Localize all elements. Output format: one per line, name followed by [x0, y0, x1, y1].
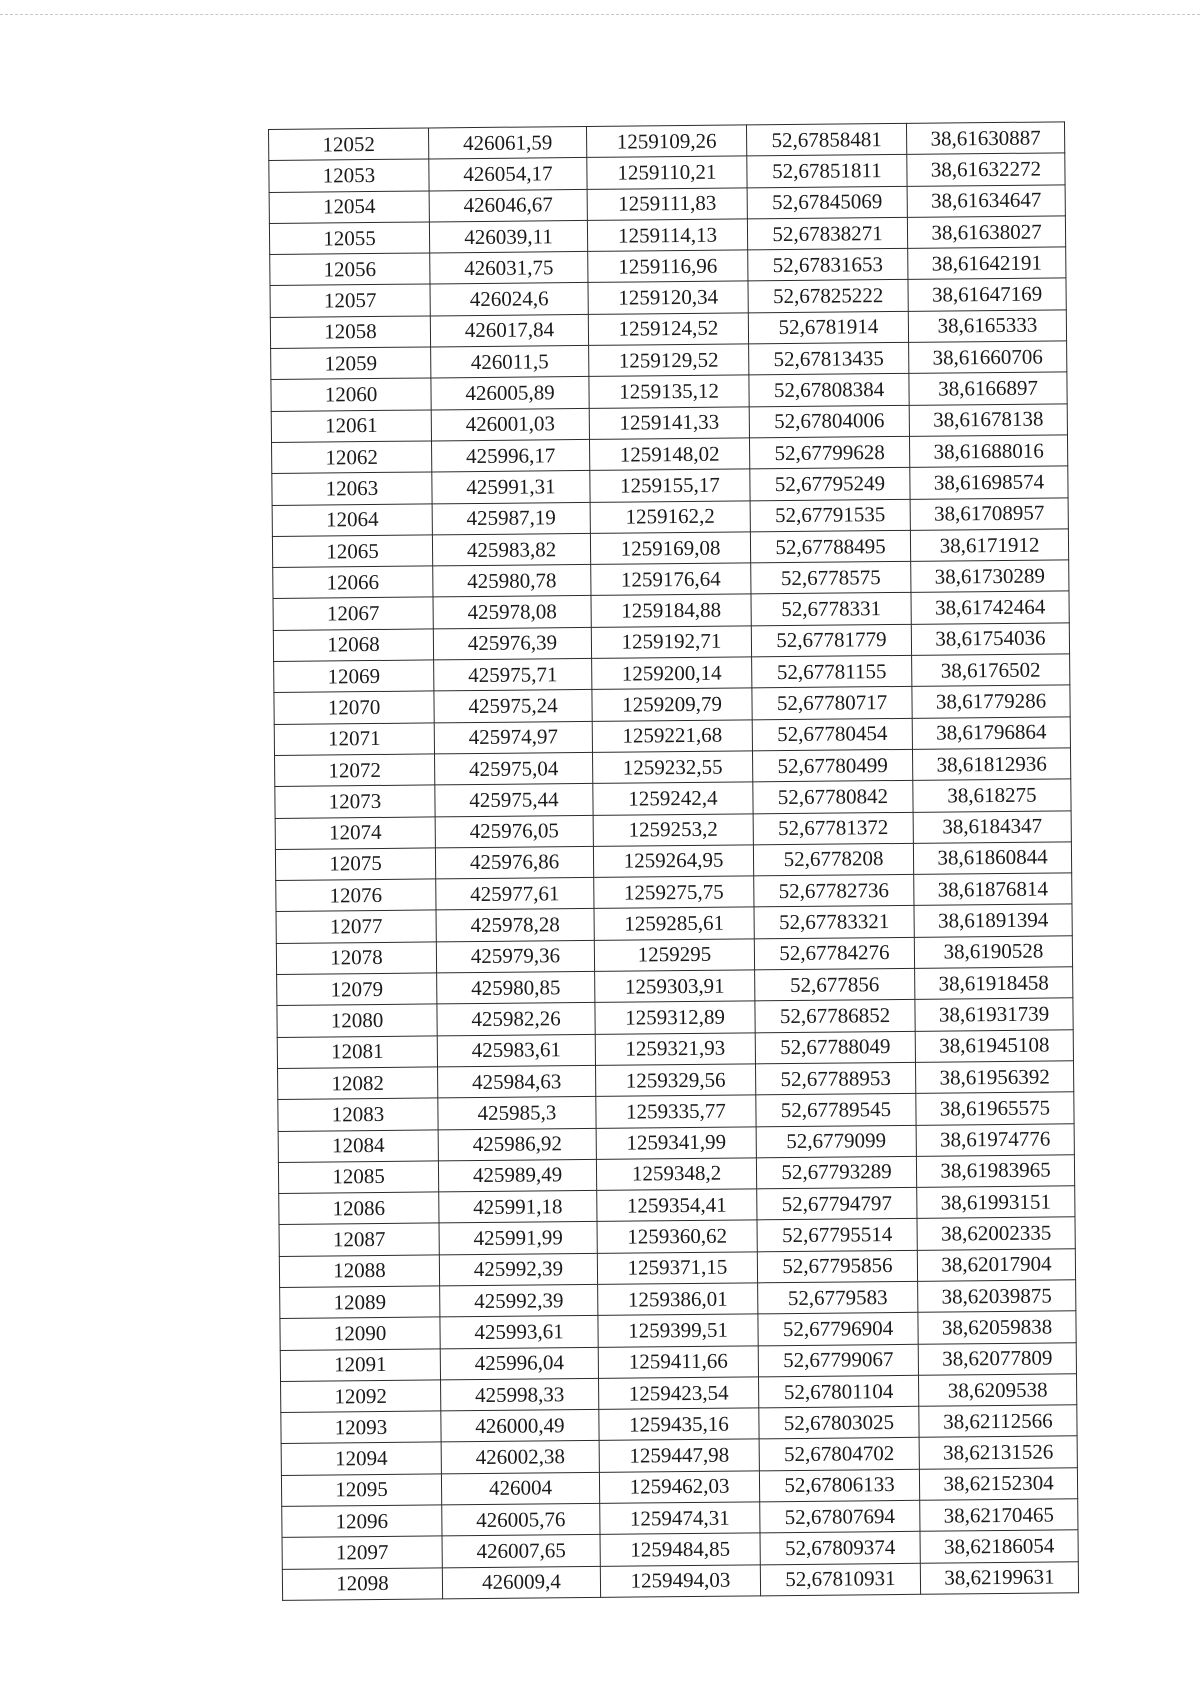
- latitude-cell: 52,67795856: [757, 1250, 917, 1283]
- latitude-cell: 52,67780717: [752, 687, 912, 720]
- longitude-cell: 38,61891394: [914, 904, 1072, 937]
- latitude-cell: 52,67851811: [747, 155, 907, 188]
- point-number-cell: 12052: [269, 128, 429, 161]
- longitude-cell: 38,61678138: [909, 404, 1067, 437]
- coordinates-table: [268, 121, 1079, 1601]
- latitude-cell: 52,67780454: [752, 718, 912, 751]
- longitude-cell: 38,61708957: [910, 497, 1068, 530]
- longitude-cell: 38,62186054: [920, 1530, 1078, 1563]
- point-number-cell: 12077: [276, 910, 436, 943]
- coord-y-cell: 1259348,2: [596, 1158, 756, 1191]
- latitude-cell: 52,67808384: [749, 374, 909, 407]
- point-number-cell: 12071: [274, 723, 434, 756]
- point-number-cell: 12068: [273, 629, 433, 662]
- coord-x-cell: 425996,04: [440, 1347, 598, 1380]
- coord-x-cell: 425983,82: [432, 533, 590, 566]
- longitude-cell: 38,61630887: [906, 122, 1064, 155]
- point-number-cell: 12086: [279, 1192, 439, 1225]
- longitude-cell: 38,61918458: [915, 967, 1073, 1000]
- coord-x-cell: 425976,86: [435, 846, 593, 879]
- coord-x-cell: 425987,19: [432, 502, 590, 535]
- latitude-cell: 52,67799628: [749, 436, 909, 469]
- coord-y-cell: 1259209,79: [592, 688, 752, 721]
- longitude-cell: 38,61632272: [907, 153, 1065, 186]
- coord-x-cell: 425992,39: [440, 1284, 598, 1317]
- latitude-cell: 52,67803025: [759, 1406, 919, 1439]
- longitude-cell: 38,6165333: [908, 310, 1066, 343]
- coord-y-cell: 1259484,85: [600, 1533, 760, 1566]
- point-number-cell: 12075: [275, 848, 435, 881]
- coord-y-cell: 1259285,61: [594, 907, 754, 940]
- coord-x-cell: 426017,84: [430, 314, 588, 347]
- coord-x-cell: 426005,89: [431, 377, 589, 410]
- latitude-cell: 52,6779583: [758, 1281, 918, 1314]
- coord-x-cell: 425983,61: [437, 1034, 595, 1067]
- point-number-cell: 12055: [269, 222, 429, 255]
- point-number-cell: 12067: [273, 597, 433, 630]
- coord-x-cell: 426061,59: [428, 126, 586, 159]
- point-number-cell: 12080: [277, 1004, 437, 1037]
- longitude-cell: 38,61730289: [911, 560, 1069, 593]
- latitude-cell: 52,67783321: [754, 906, 914, 939]
- longitude-cell: 38,62077809: [918, 1342, 1076, 1375]
- longitude-cell: 38,6184347: [913, 810, 1071, 843]
- latitude-cell: 52,67780499: [752, 749, 912, 782]
- latitude-cell: 52,67789545: [756, 1094, 916, 1127]
- coord-y-cell: 1259148,02: [589, 438, 749, 471]
- point-number-cell: 12083: [278, 1098, 438, 1131]
- latitude-cell: 52,67809374: [760, 1532, 920, 1565]
- coord-y-cell: 1259200,14: [592, 657, 752, 690]
- longitude-cell: 38,62112566: [919, 1405, 1077, 1438]
- point-number-cell: 12085: [278, 1161, 438, 1194]
- coord-y-cell: 1259303,91: [595, 970, 755, 1003]
- latitude-cell: 52,67799067: [758, 1344, 918, 1377]
- longitude-cell: 38,61983965: [916, 1155, 1074, 1188]
- coord-x-cell: 425991,18: [439, 1190, 597, 1223]
- point-number-cell: 12098: [282, 1568, 442, 1601]
- point-number-cell: 12087: [279, 1223, 439, 1256]
- point-number-cell: 12070: [274, 691, 434, 724]
- latitude-cell: 52,67791535: [750, 499, 910, 532]
- latitude-cell: 52,67782736: [754, 874, 914, 907]
- point-number-cell: 12056: [270, 253, 430, 286]
- latitude-cell: 52,67788049: [755, 1031, 915, 1064]
- point-number-cell: 12088: [279, 1255, 439, 1288]
- coord-y-cell: 1259221,68: [592, 720, 752, 753]
- latitude-cell: 52,677856: [755, 968, 915, 1001]
- point-number-cell: 12095: [281, 1474, 441, 1507]
- coord-x-cell: 426031,75: [430, 252, 588, 285]
- longitude-cell: 38,61642191: [908, 247, 1066, 280]
- coord-y-cell: 1259435,16: [599, 1408, 759, 1441]
- coord-x-cell: 426005,76: [442, 1503, 600, 1536]
- coord-y-cell: 1259264,95: [593, 845, 753, 878]
- longitude-cell: 38,61876814: [914, 873, 1072, 906]
- point-number-cell: 12066: [273, 566, 433, 599]
- longitude-cell: 38,61931739: [915, 998, 1073, 1031]
- point-number-cell: 12091: [280, 1348, 440, 1381]
- coord-y-cell: 1259371,15: [597, 1252, 757, 1285]
- coord-x-cell: 426011,5: [431, 346, 589, 379]
- coord-x-cell: 426002,38: [441, 1441, 599, 1474]
- longitude-cell: 38,61974776: [916, 1123, 1074, 1156]
- longitude-cell: 38,6190528: [914, 936, 1072, 969]
- point-number-cell: 12090: [280, 1317, 440, 1350]
- longitude-cell: 38,61698574: [910, 466, 1068, 499]
- point-number-cell: 12076: [276, 879, 436, 912]
- point-number-cell: 12072: [275, 754, 435, 787]
- coord-y-cell: 1259141,33: [589, 407, 749, 440]
- coord-y-cell: 1259321,93: [595, 1032, 755, 1065]
- latitude-cell: 52,67804006: [749, 405, 909, 438]
- coord-y-cell: 1259335,77: [596, 1095, 756, 1128]
- longitude-cell: 38,61742464: [911, 591, 1069, 624]
- coord-x-cell: 425998,33: [441, 1378, 599, 1411]
- longitude-cell: 38,61812936: [912, 748, 1070, 781]
- coord-x-cell: 426001,03: [431, 408, 589, 441]
- coord-x-cell: 425993,61: [440, 1316, 598, 1349]
- coord-y-cell: 1259111,83: [587, 187, 747, 220]
- point-number-cell: 12065: [272, 535, 432, 568]
- point-number-cell: 12094: [281, 1442, 441, 1475]
- coord-x-cell: 426007,65: [442, 1535, 600, 1568]
- latitude-cell: 52,67784276: [754, 937, 914, 970]
- latitude-cell: 52,67838271: [747, 217, 907, 250]
- latitude-cell: 52,6781914: [748, 311, 908, 344]
- point-number-cell: 12054: [269, 191, 429, 224]
- coord-x-cell: 425980,85: [437, 971, 595, 1004]
- coord-x-cell: 425984,63: [438, 1065, 596, 1098]
- coord-x-cell: 425979,36: [436, 940, 594, 973]
- point-number-cell: 12063: [272, 472, 432, 505]
- longitude-cell: 38,61956392: [915, 1061, 1073, 1094]
- longitude-cell: 38,61638027: [907, 216, 1065, 249]
- coord-y-cell: 1259411,66: [598, 1345, 758, 1378]
- longitude-cell: 38,62059838: [918, 1311, 1076, 1344]
- coord-x-cell: 425985,3: [438, 1097, 596, 1130]
- coord-x-cell: 425974,97: [434, 721, 592, 754]
- coord-y-cell: 1259162,2: [590, 500, 750, 533]
- point-number-cell: 12089: [280, 1286, 440, 1319]
- coord-y-cell: 1259155,17: [590, 469, 750, 502]
- latitude-cell: 52,67825222: [748, 280, 908, 313]
- latitude-cell: 52,6778208: [753, 843, 913, 876]
- coord-y-cell: 1259232,55: [592, 751, 752, 784]
- latitude-cell: 52,67788495: [750, 530, 910, 563]
- latitude-cell: 52,67810931: [760, 1563, 920, 1596]
- coord-y-cell: 1259295: [594, 939, 754, 972]
- longitude-cell: 38,61660706: [909, 341, 1067, 374]
- coord-x-cell: 425975,44: [435, 784, 593, 817]
- point-number-cell: 12059: [271, 347, 431, 380]
- longitude-cell: 38,62017904: [917, 1248, 1075, 1281]
- coordinates-table-body: [269, 122, 1079, 1601]
- latitude-cell: 52,67858481: [746, 123, 906, 156]
- latitude-cell: 52,67781155: [752, 655, 912, 688]
- point-number-cell: 12074: [275, 816, 435, 849]
- coord-x-cell: 426024,6: [430, 283, 588, 316]
- latitude-cell: 52,6779099: [756, 1125, 916, 1158]
- coord-x-cell: 426046,67: [429, 189, 587, 222]
- coord-y-cell: 1259399,51: [598, 1314, 758, 1347]
- point-number-cell: 12057: [270, 284, 430, 317]
- latitude-cell: 52,67807694: [760, 1500, 920, 1533]
- coord-y-cell: 1259109,26: [586, 125, 746, 158]
- point-number-cell: 12079: [277, 973, 437, 1006]
- longitude-cell: 38,6176502: [912, 654, 1070, 687]
- coord-y-cell: 1259110,21: [587, 156, 747, 189]
- longitude-cell: 38,62170465: [920, 1499, 1078, 1532]
- latitude-cell: 52,67781779: [751, 624, 911, 657]
- coord-y-cell: 1259120,34: [588, 281, 748, 314]
- longitude-cell: 38,61754036: [911, 623, 1069, 656]
- latitude-cell: 52,67795514: [757, 1219, 917, 1252]
- latitude-cell: 52,67796904: [758, 1313, 918, 1346]
- coord-x-cell: 425978,08: [433, 596, 591, 629]
- coord-y-cell: 1259312,89: [595, 1001, 755, 1034]
- point-number-cell: 12064: [272, 504, 432, 537]
- point-number-cell: 12081: [277, 1036, 437, 1069]
- coord-y-cell: 1259360,62: [597, 1220, 757, 1253]
- latitude-cell: 52,67831653: [748, 249, 908, 282]
- longitude-cell: 38,62002335: [917, 1217, 1075, 1250]
- point-number-cell: 12082: [278, 1067, 438, 1100]
- coord-y-cell: 1259192,71: [591, 626, 751, 659]
- coord-y-cell: 1259494,03: [600, 1564, 760, 1597]
- coord-y-cell: 1259116,96: [588, 250, 748, 283]
- coord-y-cell: 1259386,01: [598, 1283, 758, 1316]
- latitude-cell: 52,67813435: [749, 342, 909, 375]
- coord-y-cell: 1259114,13: [587, 219, 747, 252]
- point-number-cell: 12084: [278, 1129, 438, 1162]
- latitude-cell: 52,6778575: [751, 562, 911, 595]
- longitude-cell: 38,62152304: [919, 1468, 1077, 1501]
- latitude-cell: 52,67786852: [755, 1000, 915, 1033]
- coord-y-cell: 1259253,2: [593, 813, 753, 846]
- coord-y-cell: 1259462,03: [599, 1471, 759, 1504]
- latitude-cell: 52,67793289: [756, 1156, 916, 1189]
- coord-y-cell: 1259124,52: [588, 313, 748, 346]
- point-number-cell: 12092: [281, 1380, 441, 1413]
- longitude-cell: 38,61634647: [907, 184, 1065, 217]
- longitude-cell: 38,62131526: [919, 1436, 1077, 1469]
- longitude-cell: 38,61647169: [908, 278, 1066, 311]
- point-number-cell: 12053: [269, 159, 429, 192]
- coord-y-cell: 1259242,4: [593, 782, 753, 815]
- coord-y-cell: 1259474,31: [600, 1502, 760, 1535]
- coord-x-cell: 425992,39: [439, 1253, 597, 1286]
- coord-x-cell: 425975,04: [435, 752, 593, 785]
- coord-x-cell: 426004: [441, 1472, 599, 1505]
- coord-y-cell: 1259341,99: [596, 1126, 756, 1159]
- longitude-cell: 38,61860844: [913, 842, 1071, 875]
- coord-x-cell: 426039,11: [429, 220, 587, 253]
- longitude-cell: 38,61779286: [912, 685, 1070, 718]
- coord-y-cell: 1259447,98: [599, 1439, 759, 1472]
- longitude-cell: 38,61965575: [916, 1092, 1074, 1125]
- coord-y-cell: 1259129,52: [589, 344, 749, 377]
- point-number-cell: 12069: [274, 660, 434, 693]
- coord-x-cell: 425978,28: [436, 909, 594, 942]
- coord-x-cell: 425991,99: [439, 1222, 597, 1255]
- point-number-cell: 12093: [281, 1411, 441, 1444]
- point-number-cell: 12073: [275, 785, 435, 818]
- latitude-cell: 52,67788953: [755, 1062, 915, 1095]
- longitude-cell: 38,61796864: [912, 716, 1070, 749]
- longitude-cell: 38,618275: [913, 779, 1071, 812]
- coord-x-cell: 425976,39: [433, 627, 591, 660]
- latitude-cell: 52,67794797: [757, 1187, 917, 1220]
- longitude-cell: 38,61993151: [917, 1186, 1075, 1219]
- latitude-cell: 52,67806133: [759, 1469, 919, 1502]
- latitude-cell: 52,6778331: [751, 593, 911, 626]
- coord-y-cell: 1259176,64: [591, 563, 751, 596]
- point-number-cell: 12096: [282, 1505, 442, 1538]
- coord-x-cell: 425977,61: [436, 878, 594, 911]
- coord-x-cell: 425976,05: [435, 815, 593, 848]
- coord-y-cell: 1259169,08: [590, 532, 750, 565]
- coord-x-cell: 426009,4: [442, 1566, 600, 1599]
- coord-y-cell: 1259354,41: [597, 1189, 757, 1222]
- coord-x-cell: 426054,17: [429, 158, 587, 191]
- point-number-cell: 12061: [271, 410, 431, 443]
- coord-x-cell: 425986,92: [438, 1128, 596, 1161]
- coord-y-cell: 1259275,75: [594, 876, 754, 909]
- point-number-cell: 12097: [282, 1536, 442, 1569]
- coordinates-table-wrapper: [268, 121, 1078, 1601]
- point-number-cell: 12060: [271, 378, 431, 411]
- longitude-cell: 38,61688016: [909, 435, 1067, 468]
- latitude-cell: 52,67795249: [750, 468, 910, 501]
- table-row: [282, 1561, 1078, 1600]
- coord-x-cell: 425991,31: [432, 471, 590, 504]
- coord-x-cell: 426000,49: [441, 1410, 599, 1443]
- coord-x-cell: 425980,78: [433, 565, 591, 598]
- latitude-cell: 52,67781372: [753, 812, 913, 845]
- longitude-cell: 38,6209538: [918, 1374, 1076, 1407]
- longitude-cell: 38,6166897: [909, 372, 1067, 405]
- coord-x-cell: 425982,26: [437, 1003, 595, 1036]
- point-number-cell: 12058: [270, 316, 430, 349]
- scan-edge-line: [0, 14, 1200, 15]
- coord-y-cell: 1259135,12: [589, 375, 749, 408]
- point-number-cell: 12078: [276, 942, 436, 975]
- coord-x-cell: 425975,24: [434, 690, 592, 723]
- coord-y-cell: 1259423,54: [599, 1377, 759, 1410]
- coord-y-cell: 1259184,88: [591, 594, 751, 627]
- point-number-cell: 12062: [272, 441, 432, 474]
- latitude-cell: 52,67801104: [758, 1375, 918, 1408]
- coord-x-cell: 425996,17: [432, 439, 590, 472]
- coord-x-cell: 425989,49: [438, 1159, 596, 1192]
- latitude-cell: 52,67780842: [753, 781, 913, 814]
- latitude-cell: 52,67804702: [759, 1438, 919, 1471]
- longitude-cell: 38,62199631: [920, 1561, 1078, 1594]
- coord-y-cell: 1259329,56: [596, 1064, 756, 1097]
- longitude-cell: 38,62039875: [918, 1280, 1076, 1313]
- latitude-cell: 52,67845069: [747, 186, 907, 219]
- longitude-cell: 38,61945108: [915, 1029, 1073, 1062]
- longitude-cell: 38,6171912: [910, 529, 1068, 562]
- coord-x-cell: 425975,71: [434, 658, 592, 691]
